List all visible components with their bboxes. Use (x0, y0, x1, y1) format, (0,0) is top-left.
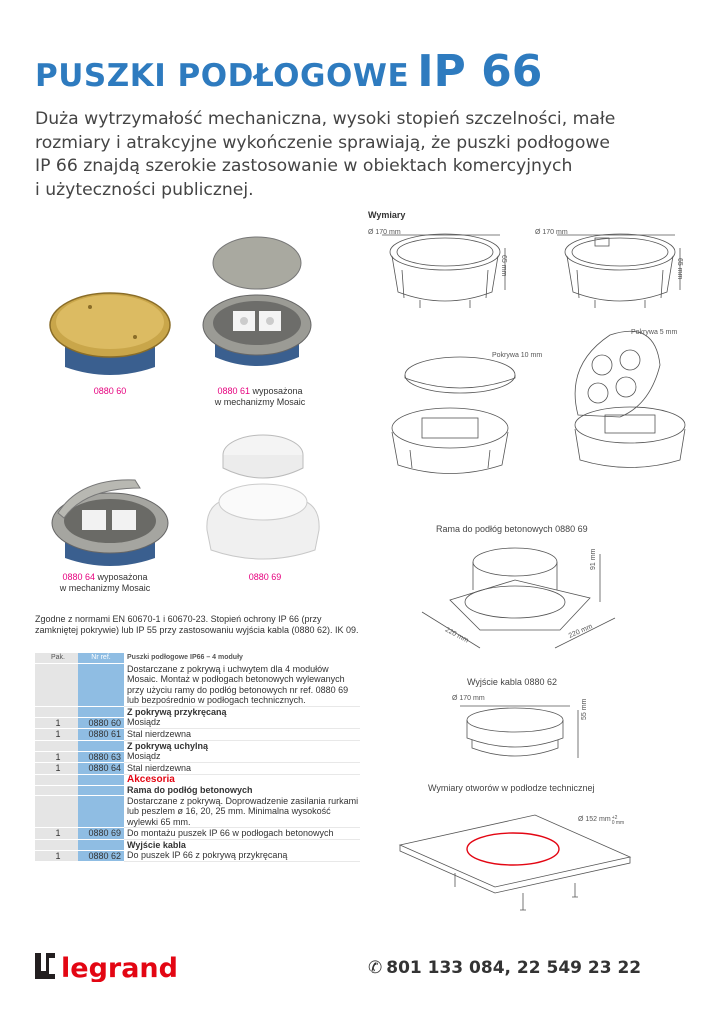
caption-088069 (225, 572, 305, 583)
table-header (35, 653, 360, 664)
caption-088064 (40, 572, 170, 594)
dim-d170c: Ø 170 mm (452, 695, 485, 702)
section-title: Puszki podłogowe IP66 – 4 moduły (127, 654, 243, 661)
drawing-box-hinged (555, 230, 690, 315)
table-row (35, 740, 360, 751)
brand-text: legrand (61, 953, 178, 982)
dim-w220a: 220 mm (443, 626, 470, 645)
lead-line: IP 66 znajdą szerokie zastosowanie w obiektach komercyjnych (35, 156, 573, 176)
table-row: 1 0880 62 Do puszek IP 66 z pokrywą przykręcaną (35, 850, 360, 862)
table-row (35, 785, 360, 796)
caption-088060 (70, 386, 150, 397)
dim-d170a: Ø 170 mm (368, 229, 401, 236)
dim-d152: Ø 152 mm+2 0 mm (578, 815, 625, 826)
lead-line: i użyteczności publicznej. (35, 179, 254, 200)
exit-title: Wyjście kabla 0880 62 (467, 677, 557, 687)
dim-d170b: Ø 170 mm (535, 229, 568, 236)
table-row (35, 774, 360, 785)
phone-number: ✆ 801 133 084, 22 549 23 22 (368, 958, 642, 978)
caption-088061 (195, 386, 325, 408)
drawing-cover-5mm (560, 325, 695, 475)
header-ref: Nr ref. (78, 653, 124, 664)
table-row (35, 664, 360, 707)
title-part1: PUSZKI PODŁOGOWE (35, 58, 410, 94)
group-title: Z pokrywą przykręcaną (127, 706, 227, 717)
caption-desc: wyposażona (250, 386, 303, 396)
lead-line: rozmiary i atrakcyjne wykończenie sprawiają, że puszki podłogowe (35, 132, 610, 153)
drawing-cable-exit (460, 700, 590, 770)
caption-desc: wyposażona (95, 572, 148, 582)
holes-title: Wymiary otworów w podłodze technicznej (428, 783, 595, 793)
tol-plus: +2 (611, 815, 618, 821)
caption-desc-2: w mechanizmy Mosaic (214, 397, 306, 407)
norms-text: Zgodne z normami EN 60670-1 i 60670-23. Stopień ochrony IP 66 (przy zamkniętej pokrywie) lub IP 55 przy zastosowaniu wyjścia kabla (0880 62). IK 09. (35, 614, 359, 635)
caption-ref: 0880 60 (93, 386, 127, 396)
product-image-088069 (195, 420, 330, 575)
table-row (35, 706, 360, 717)
caption-ref: 0880 61 (217, 386, 250, 396)
product-image-088064 (40, 468, 180, 573)
table-row: 1 0880 69 Do montażu puszek IP 66 w podłogach betonowych (35, 828, 360, 840)
group-title: Z pokrywą uchylną (127, 740, 209, 751)
drawings-heading: Wymiary (368, 210, 406, 220)
table-row: 1 0880 63 Mosiądz (35, 751, 360, 763)
phone-icon: ✆ (368, 958, 383, 978)
product-image-088061 (195, 225, 320, 380)
lead-line: Duża wytrzymałość mechaniczna, wysoki stopień szczelności, małe (35, 109, 616, 129)
lead-paragraph (35, 108, 690, 202)
dim-cover5: Pokrywa 5 mm (631, 329, 678, 336)
dim-w220b: 220 mm (567, 623, 594, 640)
dim-h65a: 65 mm (500, 255, 507, 277)
tol-zero: 0 mm (611, 820, 625, 826)
page-title (35, 46, 542, 97)
caption-desc-2: w mechanizmy Mosaic (59, 583, 151, 593)
section-desc: Dostarczane z pokrywą i uchwytem dla 4 modułów Mosaic. Montaż w podłogach betonowych wylewanych przy użyciu ramy do podłóg betonowych nr ref. 0880 69 lub bezpośrednio w podłogach technicznych. (124, 664, 360, 707)
product-table (35, 653, 360, 862)
caption-ref: 0880 69 (248, 572, 282, 582)
drawing-cover-10mm (380, 350, 543, 485)
table-row (35, 839, 360, 850)
caption-ref: 0880 64 (62, 572, 95, 582)
sub-title: Rama do podłóg betonowych (127, 785, 253, 795)
sub-desc: Dostarczane z pokrywą. Doprowadzenie zasilania rurkami lub peszlem ø 16, 20, 25 mm. Minimalna wysokość wylewki 65 mm. (124, 796, 360, 828)
frame-title: Rama do podłóg betonowych 0880 69 (436, 524, 588, 534)
drawing-box-screwed (380, 230, 515, 315)
legrand-logo (35, 950, 195, 987)
table-row: 1 0880 60 Mosiądz (35, 717, 360, 729)
title-part2: IP 66 (417, 46, 543, 97)
dim-h65b: 65 mm (676, 258, 683, 280)
section-title: Akcesoria (127, 773, 175, 785)
product-image-088060 (35, 285, 185, 380)
table-row: 1 0880 64 Stal nierdzewna (35, 763, 360, 775)
table-row: 1 0880 61 Stal nierdzewna (35, 729, 360, 741)
dim-cover10: Pokrywa 10 mm (492, 352, 543, 359)
header-pak: Pak. (35, 653, 78, 664)
dim-h55: 55 mm (581, 698, 588, 720)
table-row (35, 796, 360, 828)
sub-title: Wyjście kabla (127, 839, 186, 850)
dim-h91: 91 mm (590, 548, 597, 570)
